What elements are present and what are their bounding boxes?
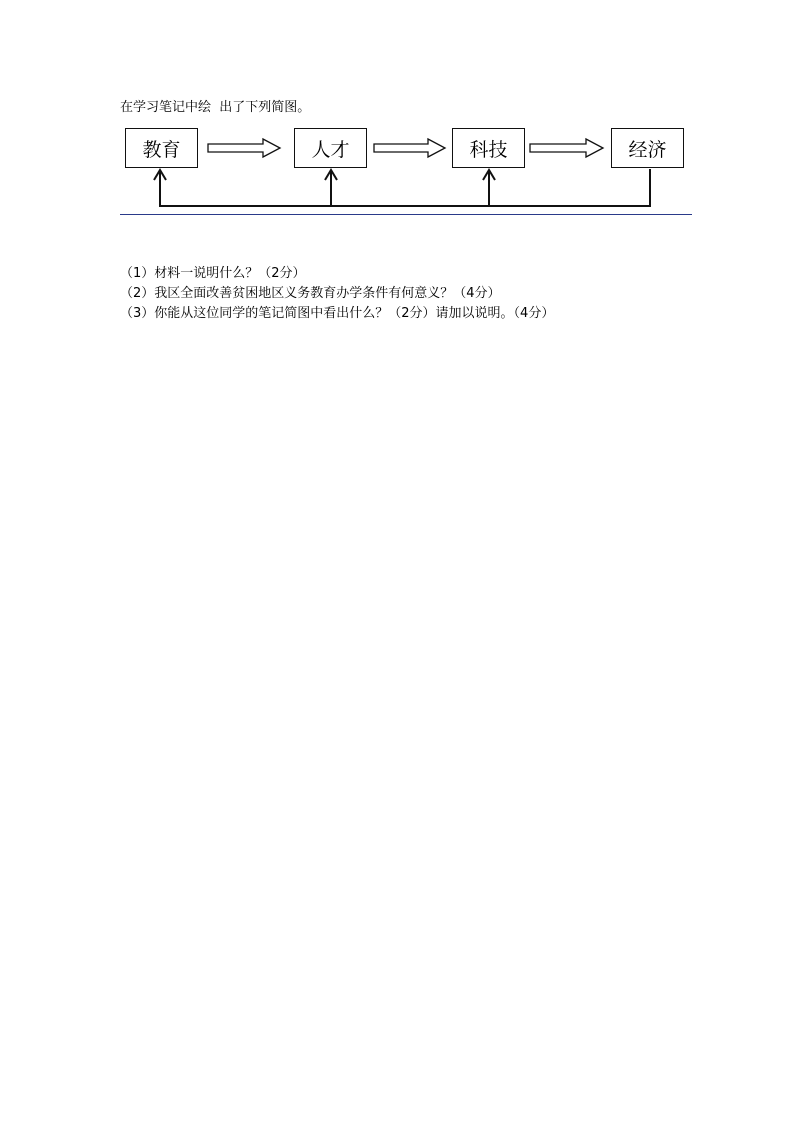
divider-line xyxy=(120,214,692,215)
question-2: （2）我区全面改善贫困地区义务教育办学条件有何意义？（4分） xyxy=(120,286,501,301)
flow-diagram-connectors xyxy=(120,120,695,220)
arrow-talent-to-technology xyxy=(374,139,445,157)
intro-text: 在学习笔记中绘 出了下列简图。 xyxy=(120,100,311,115)
node-technology: 科技 xyxy=(452,128,525,168)
feedback-lines xyxy=(160,169,650,206)
feedback-arrowheads xyxy=(154,170,495,180)
question-list xyxy=(120,264,554,324)
node-education: 教育 xyxy=(125,128,198,168)
arrow-technology-to-economy xyxy=(530,139,603,157)
question-3: （3）你能从这位同学的笔记简图中看出什么？（2分）请加以说明。（4分） xyxy=(120,306,555,321)
question-1: （1）材料一说明什么？（2分） xyxy=(120,266,306,281)
arrow-education-to-talent xyxy=(208,139,280,157)
flow-diagram xyxy=(120,120,695,220)
node-economy: 经济 xyxy=(611,128,684,168)
node-talent: 人才 xyxy=(294,128,367,168)
